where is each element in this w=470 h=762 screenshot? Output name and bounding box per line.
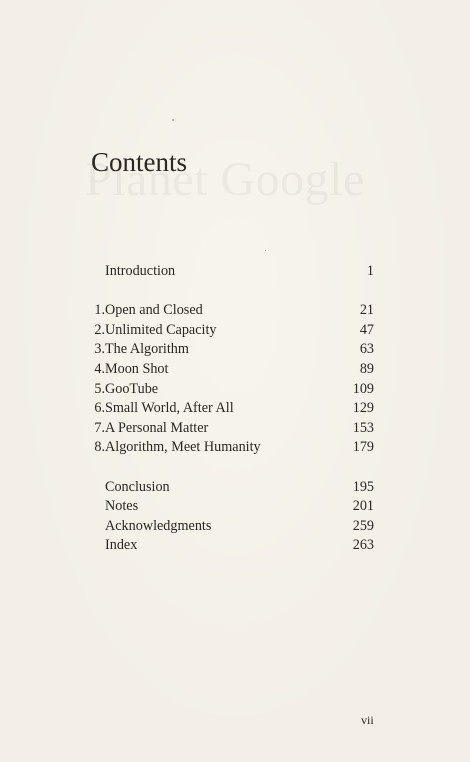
toc-entry-chapter xyxy=(86,360,374,380)
toc-entry-back xyxy=(86,517,374,537)
toc-entry-page: 1 xyxy=(366,263,374,279)
toc-entry-back xyxy=(86,478,374,498)
chapter-number: 2. xyxy=(94,321,105,338)
chapter-number: 7. xyxy=(94,419,105,436)
toc-entry-label: Algorithm, Meet Humanity xyxy=(105,439,261,456)
toc-entry-page: 129 xyxy=(352,400,374,417)
chapter-number: 1. xyxy=(94,302,105,319)
toc-entry-label: Conclusion xyxy=(105,478,170,495)
paper-speck xyxy=(265,250,266,251)
toc-entry-chapter xyxy=(86,438,374,458)
toc-entry-label: Small World, After All xyxy=(105,400,234,417)
toc-entry-back xyxy=(86,497,374,517)
toc-entry-chapter xyxy=(86,380,374,400)
toc-entry-page: 63 xyxy=(359,341,374,358)
toc-entry-chapter xyxy=(86,340,374,360)
toc-entry-chapter xyxy=(86,321,374,341)
section-spacer xyxy=(86,282,374,302)
toc-entry-page: 259 xyxy=(352,517,374,534)
toc-entry-label: Acknowledgments xyxy=(105,517,212,534)
toc-entry-page: 201 xyxy=(352,498,374,515)
toc-entry-front xyxy=(86,262,374,282)
toc-entry-page: 21 xyxy=(359,302,374,319)
toc-entry-page: 263 xyxy=(352,537,374,554)
table-of-contents xyxy=(86,262,374,556)
page-title: Contents xyxy=(91,147,188,177)
toc-entry-chapter xyxy=(86,399,374,419)
toc-entry-label: A Personal Matter xyxy=(105,419,209,436)
toc-entry-page: 109 xyxy=(352,380,374,397)
toc-entry-label: Moon Shot xyxy=(105,360,169,377)
toc-entry-page: 153 xyxy=(352,419,374,436)
toc-entry-chapter xyxy=(86,419,374,439)
chapter-number: 4. xyxy=(94,360,105,377)
toc-entry-label: Introduction xyxy=(105,263,176,279)
toc-entry-back xyxy=(86,536,374,556)
toc-entry-page: 195 xyxy=(352,478,374,495)
page-number: vii xyxy=(361,713,374,727)
toc-entry-page: 179 xyxy=(352,439,374,456)
chapter-number: 8. xyxy=(94,439,105,456)
toc-entry-page: 47 xyxy=(359,321,374,338)
chapter-number: 6. xyxy=(94,400,105,417)
chapter-number: 5. xyxy=(94,380,105,397)
toc-entry-label: The Algorithm xyxy=(105,341,189,358)
paper-speck xyxy=(172,119,174,121)
toc-entry-label: Open and Closed xyxy=(105,302,203,319)
toc-entry-page: 89 xyxy=(359,360,374,377)
toc-entry-label: Index xyxy=(105,537,138,554)
chapter-number: 3. xyxy=(94,341,105,358)
toc-entry-label: Unlimited Capacity xyxy=(105,321,217,338)
toc-entry-chapter xyxy=(86,301,374,321)
toc-entry-label: Notes xyxy=(105,498,139,515)
toc-entry-label: GooTube xyxy=(105,380,159,397)
section-spacer xyxy=(86,458,374,478)
